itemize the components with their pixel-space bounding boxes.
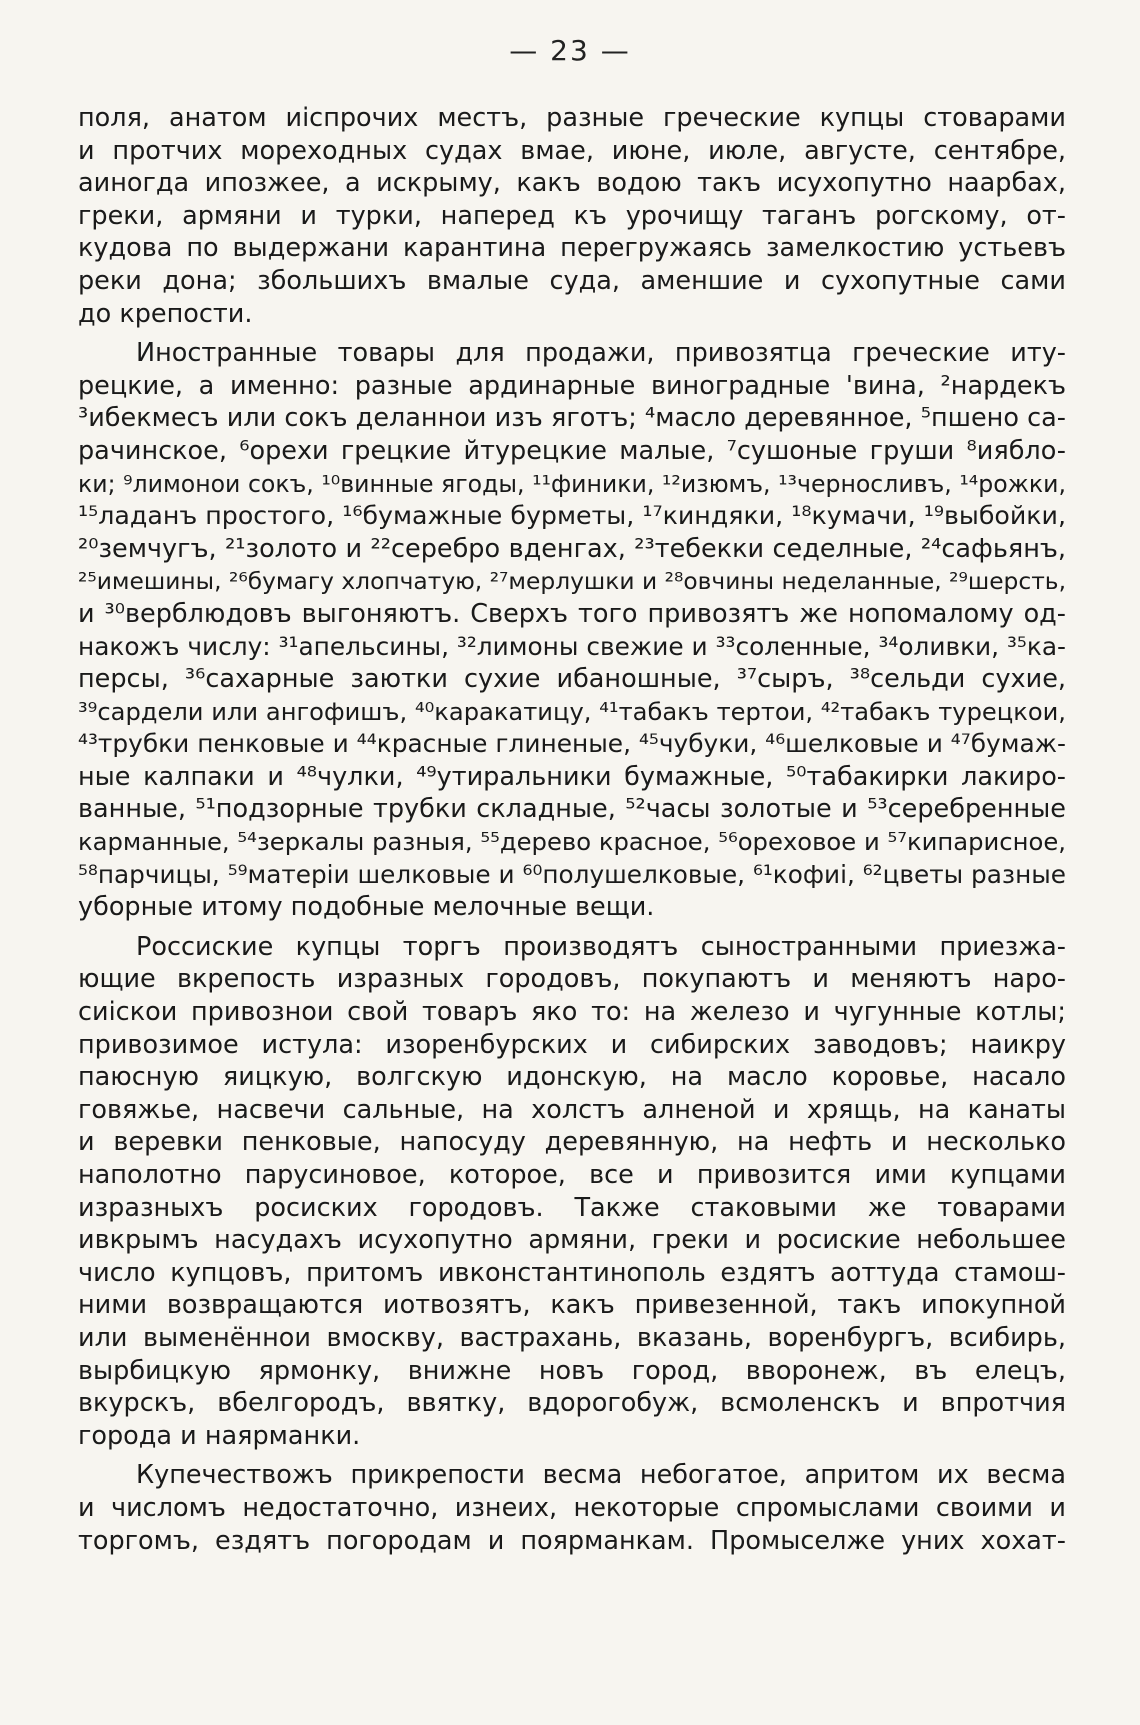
text-line: или выменённои вмоскву, вастрахань, вказань, воренбургъ, всибирь, [78, 1322, 1066, 1353]
body-text [78, 102, 1066, 1564]
paragraph-3 [78, 931, 1066, 1453]
text-line: торгомъ, ездятъ погородам и поярманкам. Промыселже уних хохат- [78, 1525, 1066, 1556]
text-line: ванные, ⁵¹подзорные трубки складные, ⁵²часы золотые и ⁵³серебренные [78, 794, 1066, 825]
text-line: ивкрымъ насудахъ исухопутно армяни, греки и росиские небольшее [78, 1225, 1066, 1256]
text-line: привозимое истула: изоренбурских и сибирских заводовъ; наикру [78, 1029, 1066, 1060]
text-line: ³ибекмесъ или сокъ деланнои изъ яготъ; ⁴масло деревянное, ⁵пшено са- [78, 403, 1066, 434]
text-line: до крепости. [78, 298, 253, 329]
text-line: города и наярманки. [78, 1420, 361, 1451]
text-line: реки дона; збольшихъ вмалые суда, аменшие и сухопутные сами [78, 265, 1066, 296]
text-line: ³⁹сардели или ангофишъ, ⁴⁰каракатицу, ⁴¹табакъ тертои, ⁴²табакъ турецкои, [78, 697, 1066, 726]
text-line: аиногда ипозжее, а искрыму, какъ водою такъ исухопутно наарбах, [78, 168, 1066, 199]
text-line: ки; ⁹лимонои сокъ, ¹⁰винные ягоды, ¹¹финики, ¹²изюмъ, ¹³черносливъ, ¹⁴рожки, [78, 469, 1066, 498]
paragraph-4 [78, 1459, 1066, 1557]
text-line: и ³⁰верблюдовъ выгоняютъ. Сверхъ того привозятъ же нопомалому од- [78, 598, 1066, 629]
text-line: ⁴³трубки пенковые и ⁴⁴красные глиненые, ⁴⁵чубуки, ⁴⁶шелковые и ⁴⁷бумаж- [78, 729, 1066, 759]
paragraph-1 [78, 102, 1066, 330]
text-line: кудова по выдержани карантина перегружаясь замелкостию устьевъ [78, 233, 1066, 264]
text-line: ними возвращаются иотвозятъ, какъ привезенной, такъ ипокупной [78, 1290, 1066, 1321]
text-line: и числомъ недостаточно, изнеих, некоторые спромыслами своими и [78, 1492, 1066, 1523]
text-line: изразныхъ росиских городовъ. Также стаковыми же товарами [78, 1192, 1066, 1223]
text-line: ⁵⁸парчицы, ⁵⁹матеріи шелковые и ⁶⁰полушелковые, ⁶¹кофиі, ⁶²цветы разные [78, 859, 1066, 889]
text-line: наполотно парусиновое, которое, все и привозится ими купцами [78, 1160, 1066, 1190]
text-line: карманные, ⁵⁴зеркалы разныя, ⁵⁵дерево красное, ⁵⁶ореховое и ⁵⁷кипарисное, [78, 827, 1066, 857]
text-line: Россиские купцы торгъ производятъ сыностранными приезжа- [136, 931, 1066, 962]
text-line: персы, ³⁶сахарные заютки сухие ибаношные, ³⁷сыръ, ³⁸сельди сухие, [78, 664, 1066, 695]
text-line: число купцовъ, притомъ ивконстантинополь ездятъ аоттуда стамош- [78, 1257, 1066, 1288]
paragraph-2 [78, 337, 1066, 924]
text-line: уборные итому подобные мелочные вещи. [78, 892, 655, 923]
text-line: паюсную яицкую, волгскую идонскую, на масло коровье, насало [78, 1062, 1066, 1093]
text-line: рачинское, ⁶орехи грецкие йтурецкие малые, ⁷сушоные груши ⁸ияблo- [78, 435, 1066, 466]
text-line: и веревки пенковые, напосуду деревянную, на нефть и несколько [78, 1127, 1066, 1158]
text-line: Иностранные товары для продажи, привозятца греческие иту- [136, 338, 1066, 369]
page-number: — 23 — [509, 34, 631, 67]
text-line: сиіскои привознои свой товаръ яко то: на железо и чугунные котлы; [78, 997, 1066, 1028]
text-line: вкурскъ, вбелгородъ, ввятку, вдорогобуж, всмоленскъ и впротчия [78, 1388, 1066, 1419]
text-line: Купечествожъ прикрепости весма небогатое, апритом их весма [136, 1460, 1066, 1491]
text-line: ²⁵имешины, ²⁶бумагу хлопчатую, ²⁷мерлушки и ²⁸овчины неделанные, ²⁹шерсть, [78, 567, 1066, 596]
text-line: ющие вкрепость изразных городовъ, покупаютъ и меняютъ наро- [78, 964, 1066, 995]
text-line: ²⁰земчугъ, ²¹золото и ²²серебро вденгах, ²³тебекки седелные, ²⁴сафьянъ, [78, 533, 1066, 564]
text-line: рецкие, а именно: разные ардинарные виноградные 'вина, ²нардекъ [78, 370, 1066, 401]
text-line: накожъ числу: ³¹апельсины, ³²лимоны свежие и ³³соленные, ³⁴оливки, ³⁵ка- [78, 631, 1066, 661]
text-line: вырбицкую ярмонку, внижне новъ город, вворонеж, въ елецъ, [78, 1355, 1066, 1386]
text-line: говяжье, насвечи сальные, на холстъ алненой и хрящь, на канаты [78, 1094, 1066, 1125]
text-line: ¹⁵ладанъ простого, ¹⁶бумажные бурметы, ¹⁷киндяки, ¹⁸кумачи, ¹⁹выбойки, [78, 501, 1066, 531]
text-line: ные калпаки и ⁴⁸чулки, ⁴⁹утиральники бумажные, ⁵⁰табакирки лакиро- [78, 761, 1066, 792]
text-line: поля, анатом иіспрочих местъ, разные греческие купцы стоварами [78, 103, 1066, 133]
text-line: греки, армяни и турки, наперед къ урочищу таганъ рогскому, от- [78, 200, 1066, 231]
text-line: и протчих мореходных судах вмае, июне, июле, августе, сентябре, [78, 135, 1066, 166]
